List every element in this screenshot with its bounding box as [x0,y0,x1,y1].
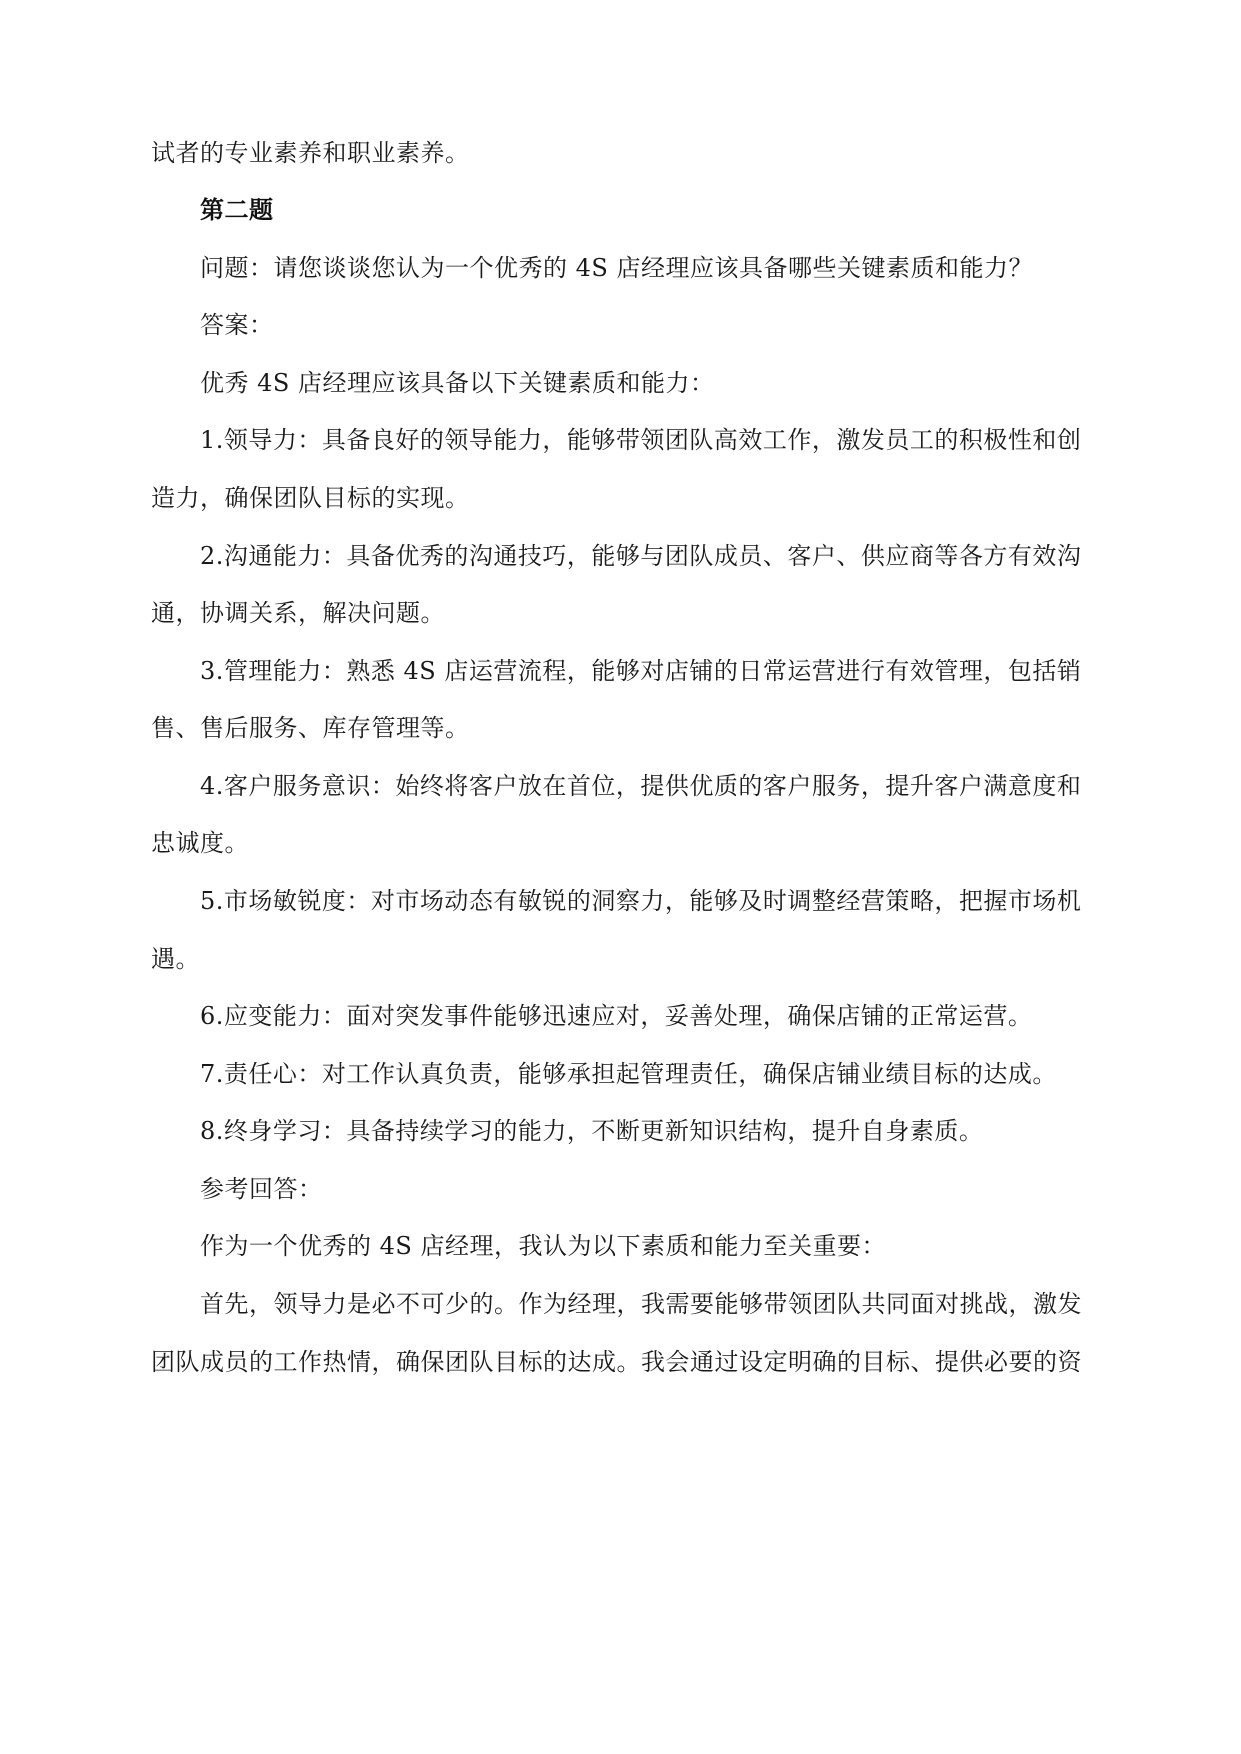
text-line-continuation: 造力，确保团队目标的实现。 [151,484,470,512]
paragraph-line: 优秀 4S 店经理应该具备以下关键素质和能力： [200,369,715,397]
list-item-line: 3.管理能力：熟悉 4S 店运营流程，能够对店铺的日常运营进行有效管理，包括销 [200,657,1082,685]
list-item-line: 2.沟通能力：具备优秀的沟通技巧，能够与团队成员、客户、供应商等各方有效沟 [200,542,1082,570]
text-line-continuation: 忠诚度。 [151,829,249,857]
question-line: 问题：请您谈谈您认为一个优秀的 4S 店经理应该具备哪些关键素质和能力？ [200,254,1033,282]
answer-label: 答案： [200,311,274,339]
list-item-line: 5.市场敏锐度：对市场动态有敏锐的洞察力，能够及时调整经营策略，把握市场机 [200,887,1082,915]
list-item-line: 1.领导力：具备良好的领导能力，能够带领团队高效工作，激发员工的积极性和创 [200,426,1082,454]
text-line-continuation: 团队成员的工作热情，确保团队目标的达成。我会通过设定明确的目标、提供必要的资 [151,1348,1082,1376]
list-item-line: 4.客户服务意识：始终将客户放在首位，提供优质的客户服务，提升客户满意度和 [200,772,1082,800]
paragraph-line: 首先，领导力是必不可少的。作为经理，我需要能够带领团队共同面对挑战，激发 [200,1290,1082,1318]
reference-answer-label: 参考回答： [200,1175,323,1203]
paragraph-line: 作为一个优秀的 4S 店经理，我认为以下素质和能力至关重要： [200,1232,886,1260]
text-line-continuation: 售、售后服务、库存管理等。 [151,714,470,742]
text-line-continuation: 遇。 [151,945,200,973]
list-item-line: 8.终身学习：具备持续学习的能力，不断更新知识结构，提升自身素质。 [200,1117,984,1145]
text-line-continuation: 试者的专业素养和职业素养。 [151,139,470,167]
list-item-line: 6.应变能力：面对突发事件能够迅速应对，妥善处理，确保店铺的正常运营。 [200,1002,1033,1030]
text-line-continuation: 通，协调关系，解决问题。 [151,599,445,627]
section-heading: 第二题 [200,196,274,224]
list-item-line: 7.责任心：对工作认真负责，能够承担起管理责任，确保店铺业绩目标的达成。 [200,1060,1057,1088]
